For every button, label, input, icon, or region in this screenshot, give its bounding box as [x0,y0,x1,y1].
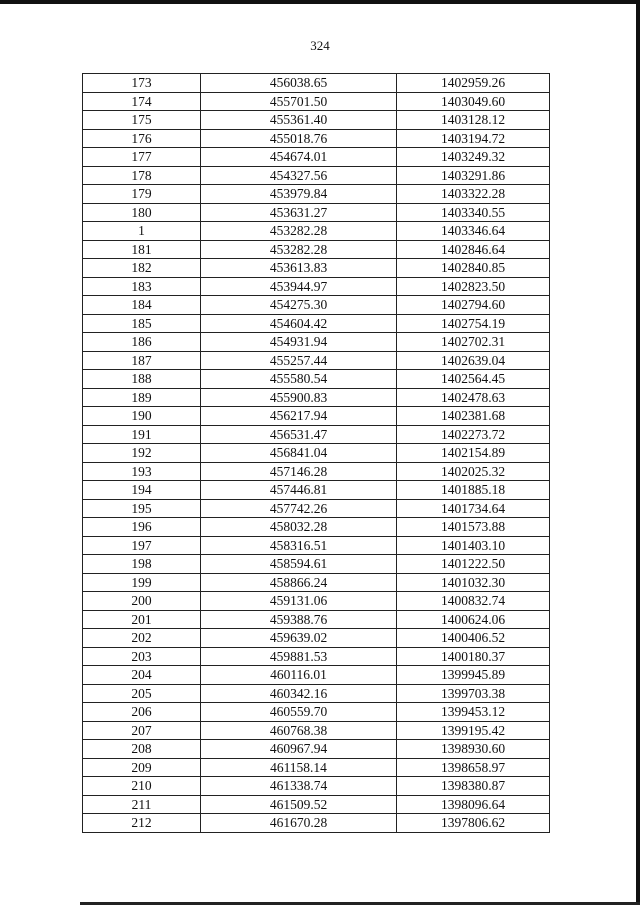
table-row [83,610,550,629]
point-number-cell: 194 [83,481,201,500]
y-coordinate-cell: 1401222.50 [397,555,550,574]
point-number-cell: 175 [83,111,201,130]
y-coordinate-cell: 1403049.60 [397,92,550,111]
table-row [83,92,550,111]
point-number-cell: 212 [83,814,201,833]
point-number-cell: 206 [83,703,201,722]
table-row [83,129,550,148]
point-number-cell: 196 [83,518,201,537]
x-coordinate-cell: 460768.38 [201,721,397,740]
x-coordinate-cell: 458866.24 [201,573,397,592]
point-number-cell: 173 [83,74,201,93]
x-coordinate-cell: 454275.30 [201,296,397,315]
y-coordinate-cell: 1398658.97 [397,758,550,777]
point-number-cell: 200 [83,592,201,611]
point-number-cell: 184 [83,296,201,315]
point-number-cell: 211 [83,795,201,814]
point-number-cell: 205 [83,684,201,703]
x-coordinate-cell: 461338.74 [201,777,397,796]
x-coordinate-cell: 453944.97 [201,277,397,296]
table-row [83,777,550,796]
table-row [83,721,550,740]
x-coordinate-cell: 461509.52 [201,795,397,814]
y-coordinate-cell: 1402846.64 [397,240,550,259]
x-coordinate-cell: 459131.06 [201,592,397,611]
table-row [83,481,550,500]
point-number-cell: 187 [83,351,201,370]
x-coordinate-cell: 456531.47 [201,425,397,444]
x-coordinate-cell: 461158.14 [201,758,397,777]
y-coordinate-cell: 1402702.31 [397,333,550,352]
x-coordinate-cell: 460967.94 [201,740,397,759]
point-number-cell: 189 [83,388,201,407]
table-row [83,111,550,130]
table-row [83,647,550,666]
point-number-cell: 207 [83,721,201,740]
x-coordinate-cell: 454931.94 [201,333,397,352]
point-number-cell: 176 [83,129,201,148]
y-coordinate-cell: 1403249.32 [397,148,550,167]
table-row [83,703,550,722]
point-number-cell: 204 [83,666,201,685]
x-coordinate-cell: 454674.01 [201,148,397,167]
point-number-cell: 203 [83,647,201,666]
table-row [83,388,550,407]
page-number: 324 [310,38,330,53]
x-coordinate-cell: 456841.04 [201,444,397,463]
point-number-cell: 192 [83,444,201,463]
table-row [83,74,550,93]
table-row [83,592,550,611]
y-coordinate-cell: 1400624.06 [397,610,550,629]
x-coordinate-cell: 461670.28 [201,814,397,833]
y-coordinate-cell: 1400180.37 [397,647,550,666]
table-row [83,795,550,814]
y-coordinate-cell: 1402273.72 [397,425,550,444]
table-row [83,277,550,296]
coordinates-table-body [83,74,550,833]
x-coordinate-cell: 460342.16 [201,684,397,703]
x-coordinate-cell: 458316.51 [201,536,397,555]
x-coordinate-cell: 458032.28 [201,518,397,537]
y-coordinate-cell: 1402840.85 [397,259,550,278]
y-coordinate-cell: 1402564.45 [397,370,550,389]
scan-border-right [636,0,640,905]
table-row [83,555,550,574]
y-coordinate-cell: 1402754.19 [397,314,550,333]
y-coordinate-cell: 1399703.38 [397,684,550,703]
y-coordinate-cell: 1402381.68 [397,407,550,426]
y-coordinate-cell: 1398096.64 [397,795,550,814]
point-number-cell: 209 [83,758,201,777]
point-number-cell: 190 [83,407,201,426]
x-coordinate-cell: 457446.81 [201,481,397,500]
point-number-cell: 181 [83,240,201,259]
y-coordinate-cell: 1401403.10 [397,536,550,555]
y-coordinate-cell: 1397806.62 [397,814,550,833]
point-number-cell: 185 [83,314,201,333]
x-coordinate-cell: 455018.76 [201,129,397,148]
x-coordinate-cell: 459881.53 [201,647,397,666]
point-number-cell: 188 [83,370,201,389]
y-coordinate-cell: 1399195.42 [397,721,550,740]
x-coordinate-cell: 455580.54 [201,370,397,389]
y-coordinate-cell: 1403322.28 [397,185,550,204]
y-coordinate-cell: 1398930.60 [397,740,550,759]
point-number-cell: 178 [83,166,201,185]
table-row [83,296,550,315]
table-row [83,240,550,259]
y-coordinate-cell: 1403194.72 [397,129,550,148]
point-number-cell: 186 [83,333,201,352]
table-row [83,407,550,426]
x-coordinate-cell: 457742.26 [201,499,397,518]
point-number-cell: 197 [83,536,201,555]
x-coordinate-cell: 455257.44 [201,351,397,370]
y-coordinate-cell: 1399453.12 [397,703,550,722]
y-coordinate-cell: 1400832.74 [397,592,550,611]
point-number-cell: 201 [83,610,201,629]
point-number-cell: 191 [83,425,201,444]
x-coordinate-cell: 454604.42 [201,314,397,333]
x-coordinate-cell: 456038.65 [201,74,397,93]
x-coordinate-cell: 456217.94 [201,407,397,426]
y-coordinate-cell: 1403346.64 [397,222,550,241]
x-coordinate-cell: 453979.84 [201,185,397,204]
x-coordinate-cell: 459639.02 [201,629,397,648]
y-coordinate-cell: 1402823.50 [397,277,550,296]
point-number-cell: 1 [83,222,201,241]
table-row [83,370,550,389]
y-coordinate-cell: 1402025.32 [397,462,550,481]
y-coordinate-cell: 1400406.52 [397,629,550,648]
x-coordinate-cell: 455361.40 [201,111,397,130]
table-row [83,185,550,204]
point-number-cell: 210 [83,777,201,796]
point-number-cell: 198 [83,555,201,574]
y-coordinate-cell: 1402154.89 [397,444,550,463]
table-row [83,666,550,685]
table-row [83,314,550,333]
y-coordinate-cell: 1402639.04 [397,351,550,370]
coordinates-table [82,73,550,833]
x-coordinate-cell: 458594.61 [201,555,397,574]
point-number-cell: 183 [83,277,201,296]
table-row [83,629,550,648]
y-coordinate-cell: 1401734.64 [397,499,550,518]
table-row [83,536,550,555]
table-row [83,425,550,444]
x-coordinate-cell: 459388.76 [201,610,397,629]
point-number-cell: 182 [83,259,201,278]
x-coordinate-cell: 453282.28 [201,222,397,241]
y-coordinate-cell: 1402478.63 [397,388,550,407]
table-row [83,444,550,463]
y-coordinate-cell: 1403340.55 [397,203,550,222]
point-number-cell: 180 [83,203,201,222]
y-coordinate-cell: 1401573.88 [397,518,550,537]
table-row [83,333,550,352]
table-row [83,222,550,241]
y-coordinate-cell: 1403291.86 [397,166,550,185]
x-coordinate-cell: 455701.50 [201,92,397,111]
x-coordinate-cell: 453613.83 [201,259,397,278]
table-row [83,462,550,481]
y-coordinate-cell: 1398380.87 [397,777,550,796]
x-coordinate-cell: 454327.56 [201,166,397,185]
x-coordinate-cell: 460559.70 [201,703,397,722]
table-row [83,499,550,518]
table-row [83,740,550,759]
point-number-cell: 177 [83,148,201,167]
x-coordinate-cell: 453282.28 [201,240,397,259]
table-row [83,351,550,370]
x-coordinate-cell: 455900.83 [201,388,397,407]
table-row [83,573,550,592]
point-number-cell: 195 [83,499,201,518]
y-coordinate-cell: 1402959.26 [397,74,550,93]
y-coordinate-cell: 1403128.12 [397,111,550,130]
table-row [83,259,550,278]
x-coordinate-cell: 457146.28 [201,462,397,481]
table-row [83,684,550,703]
point-number-cell: 208 [83,740,201,759]
y-coordinate-cell: 1399945.89 [397,666,550,685]
table-row [83,203,550,222]
table-row [83,166,550,185]
y-coordinate-cell: 1402794.60 [397,296,550,315]
scan-border-top [0,0,640,4]
table-row [83,518,550,537]
table-row [83,758,550,777]
y-coordinate-cell: 1401032.30 [397,573,550,592]
point-number-cell: 199 [83,573,201,592]
point-number-cell: 179 [83,185,201,204]
x-coordinate-cell: 453631.27 [201,203,397,222]
point-number-cell: 174 [83,92,201,111]
point-number-cell: 193 [83,462,201,481]
y-coordinate-cell: 1401885.18 [397,481,550,500]
table-row [83,814,550,833]
point-number-cell: 202 [83,629,201,648]
table-row [83,148,550,167]
x-coordinate-cell: 460116.01 [201,666,397,685]
